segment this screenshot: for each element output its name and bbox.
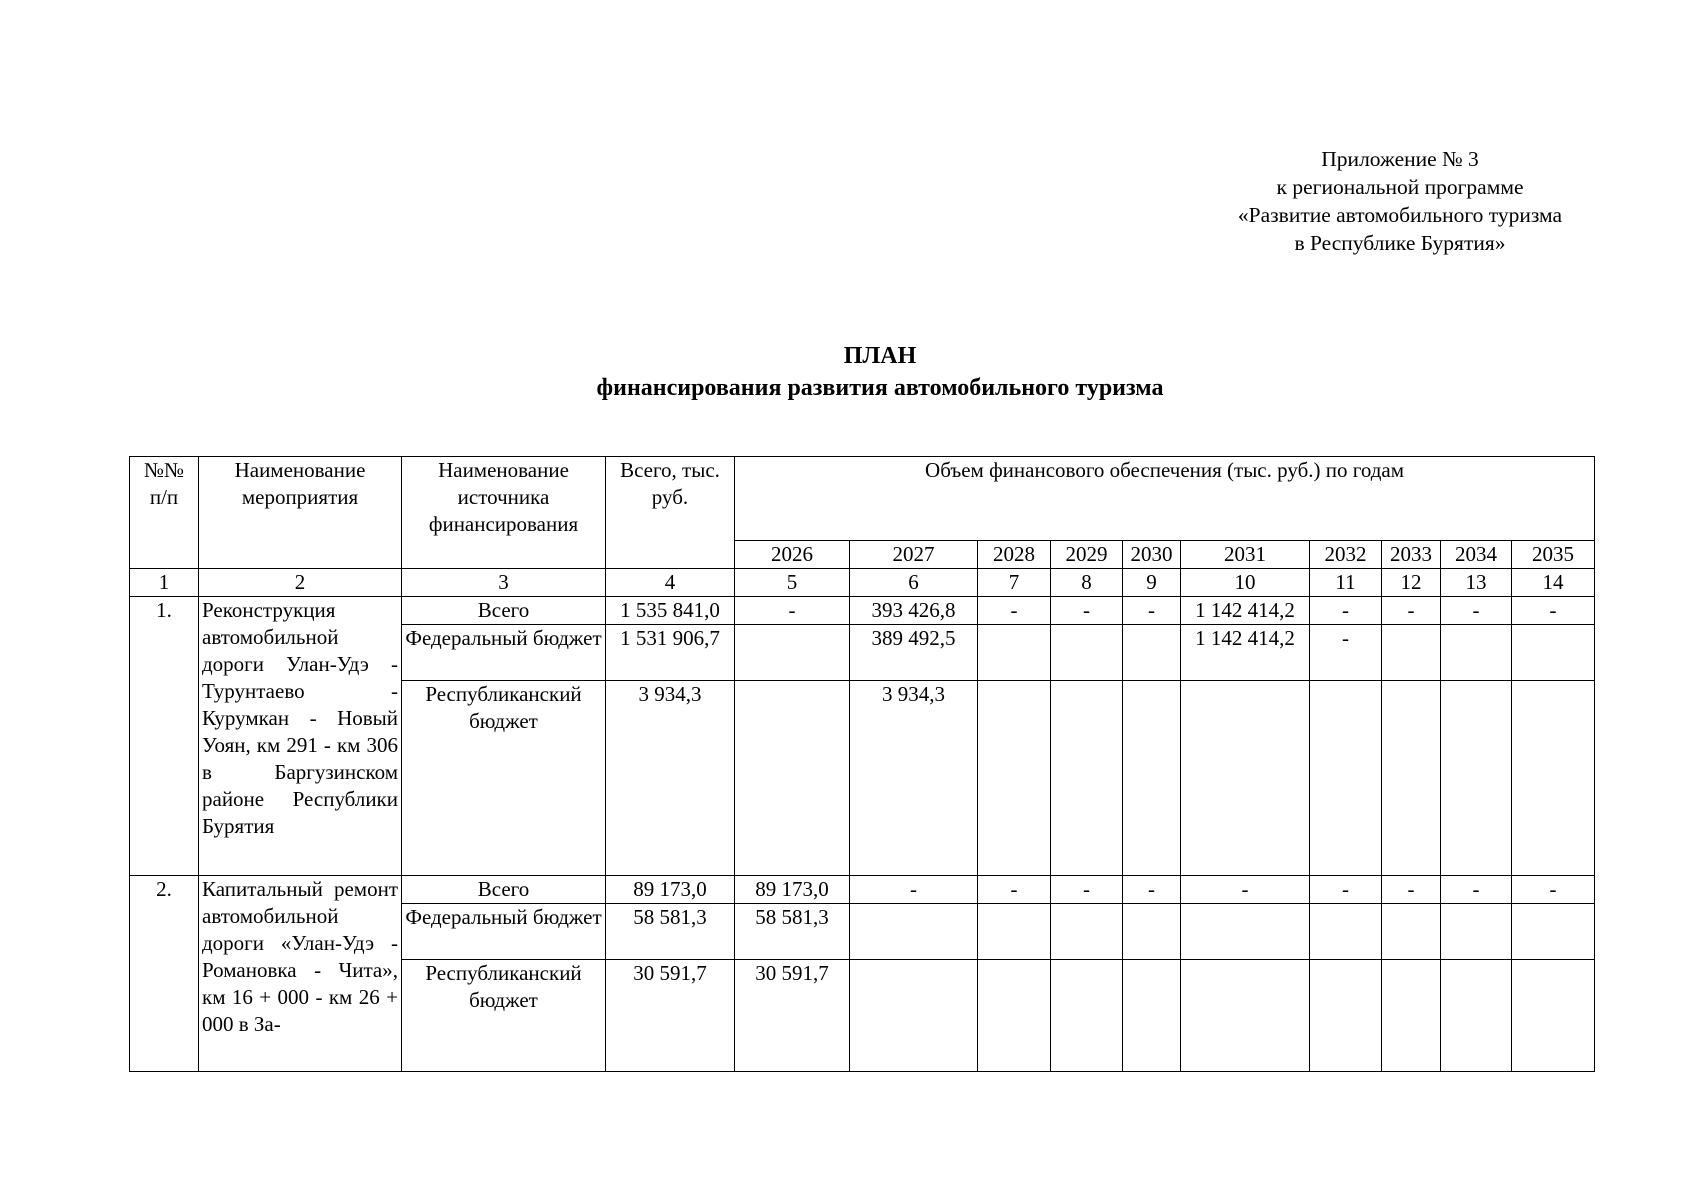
year-value [1512,681,1595,876]
header-row [130,457,1595,541]
year-header: 2035 [1512,541,1595,569]
table-row [130,597,1595,625]
source-label: Всего [402,876,606,904]
year-value: 3 934,3 [850,681,978,876]
year-value: 389 492,5 [850,625,978,681]
year-value: - [978,876,1051,904]
year-value [1310,904,1382,960]
year-value: - [1382,597,1441,625]
year-value [978,625,1051,681]
header-source: Наименование источника финансирования [402,457,606,569]
total-value: 3 934,3 [606,681,735,876]
year-value [1512,625,1595,681]
appendix-note [1200,145,1600,257]
year-value [1181,681,1310,876]
appendix-line: «Развитие автомобильного туризма [1237,203,1563,227]
header-volume: Объем финансового обеспечения (тыс. руб.) по годам [735,457,1595,541]
year-value [850,960,978,1072]
year-value [1512,960,1595,1072]
year-value: 393 426,8 [850,597,978,625]
year-value [1123,960,1181,1072]
year-value: - [1441,597,1512,625]
year-value [1181,904,1310,960]
column-number: 9 [1123,569,1181,597]
column-number-row [130,569,1595,597]
column-number: 10 [1181,569,1310,597]
source-label: Федеральный бюджет [402,625,606,681]
year-value [1310,681,1382,876]
year-value: - [1123,597,1181,625]
year-value: - [735,597,850,625]
year-value [1051,681,1123,876]
year-value [1123,625,1181,681]
year-header: 2031 [1181,541,1310,569]
column-number: 8 [1051,569,1123,597]
total-value: 1 531 906,7 [606,625,735,681]
column-number: 3 [402,569,606,597]
column-number: 12 [1382,569,1441,597]
year-value: 1 142 414,2 [1181,597,1310,625]
row-number: 2. [130,876,199,1072]
year-value [978,960,1051,1072]
total-value: 58 581,3 [606,904,735,960]
year-value [1382,681,1441,876]
year-value: - [978,597,1051,625]
appendix-line: Приложение № 3 [1321,147,1479,171]
year-value [978,904,1051,960]
year-value: 58 581,3 [735,904,850,960]
year-value: - [1310,876,1382,904]
year-value: - [850,876,978,904]
year-header: 2029 [1051,541,1123,569]
year-value [978,681,1051,876]
year-value [1123,681,1181,876]
header-event: Наименование мероприятия [199,457,402,569]
year-value [1123,904,1181,960]
year-header: 2028 [978,541,1051,569]
column-number: 4 [606,569,735,597]
column-number: 7 [978,569,1051,597]
total-value: 30 591,7 [606,960,735,1072]
column-number: 14 [1512,569,1595,597]
year-value [1512,904,1595,960]
appendix-line: к региональной программе [1276,175,1524,199]
total-value: 89 173,0 [606,876,735,904]
table-row [130,876,1595,904]
year-value [1051,960,1123,1072]
header-total: Всего, тыс. руб. [606,457,735,569]
year-value: - [1123,876,1181,904]
title-line-2: финансирования развития автомобильного туризма [596,375,1164,401]
year-value: - [1310,597,1382,625]
year-header: 2030 [1123,541,1181,569]
year-header: 2027 [850,541,978,569]
year-value: - [1512,876,1595,904]
year-value [850,904,978,960]
column-number: 6 [850,569,978,597]
header-num: №№ п/п [130,457,199,569]
year-value: - [1051,876,1123,904]
year-header: 2032 [1310,541,1382,569]
year-value: - [1181,876,1310,904]
title-line-1: ПЛАН [843,343,917,369]
year-value [1051,904,1123,960]
year-value: 1 142 414,2 [1181,625,1310,681]
year-value: - [1310,625,1382,681]
row-number: 1. [130,597,199,876]
year-value [1382,625,1441,681]
total-value: 1 535 841,0 [606,597,735,625]
year-value [735,625,850,681]
year-value [1441,625,1512,681]
financing-plan-table [129,456,1595,1072]
year-value: - [1382,876,1441,904]
column-number: 13 [1441,569,1512,597]
year-value [1181,960,1310,1072]
column-number: 5 [735,569,850,597]
source-label: Всего [402,597,606,625]
year-header: 2034 [1441,541,1512,569]
event-name: Реконструкция автомобильной дороги Улан-Удэ - Турунтаево - Курумкан - Новый Уоян, км 291 - км 306 в Баргузинском районе Республики Бурятия [199,597,402,876]
column-number: 2 [199,569,402,597]
year-value: 89 173,0 [735,876,850,904]
document-title [0,340,1698,404]
year-value [1382,904,1441,960]
year-value: - [1512,597,1595,625]
year-value [1441,904,1512,960]
year-value [1441,960,1512,1072]
year-value: - [1051,597,1123,625]
event-name: Капитальный ремонт автомобильной дороги «Улан-Удэ - Романовка - Чита», км 16 + 000 - км 26 + 000 в За- [199,876,402,1072]
source-label: Федеральный бюджет [402,904,606,960]
year-value: - [1441,876,1512,904]
column-number: 11 [1310,569,1382,597]
year-value [735,681,850,876]
year-value [1441,681,1512,876]
year-value [1310,960,1382,1072]
source-label: Республиканский бюджет [402,681,606,876]
source-label: Республиканский бюджет [402,960,606,1072]
year-header: 2033 [1382,541,1441,569]
year-value [1051,625,1123,681]
column-number: 1 [130,569,199,597]
year-value [1382,960,1441,1072]
year-value: 30 591,7 [735,960,850,1072]
appendix-line: в Республике Бурятия» [1294,231,1506,255]
year-header: 2026 [735,541,850,569]
